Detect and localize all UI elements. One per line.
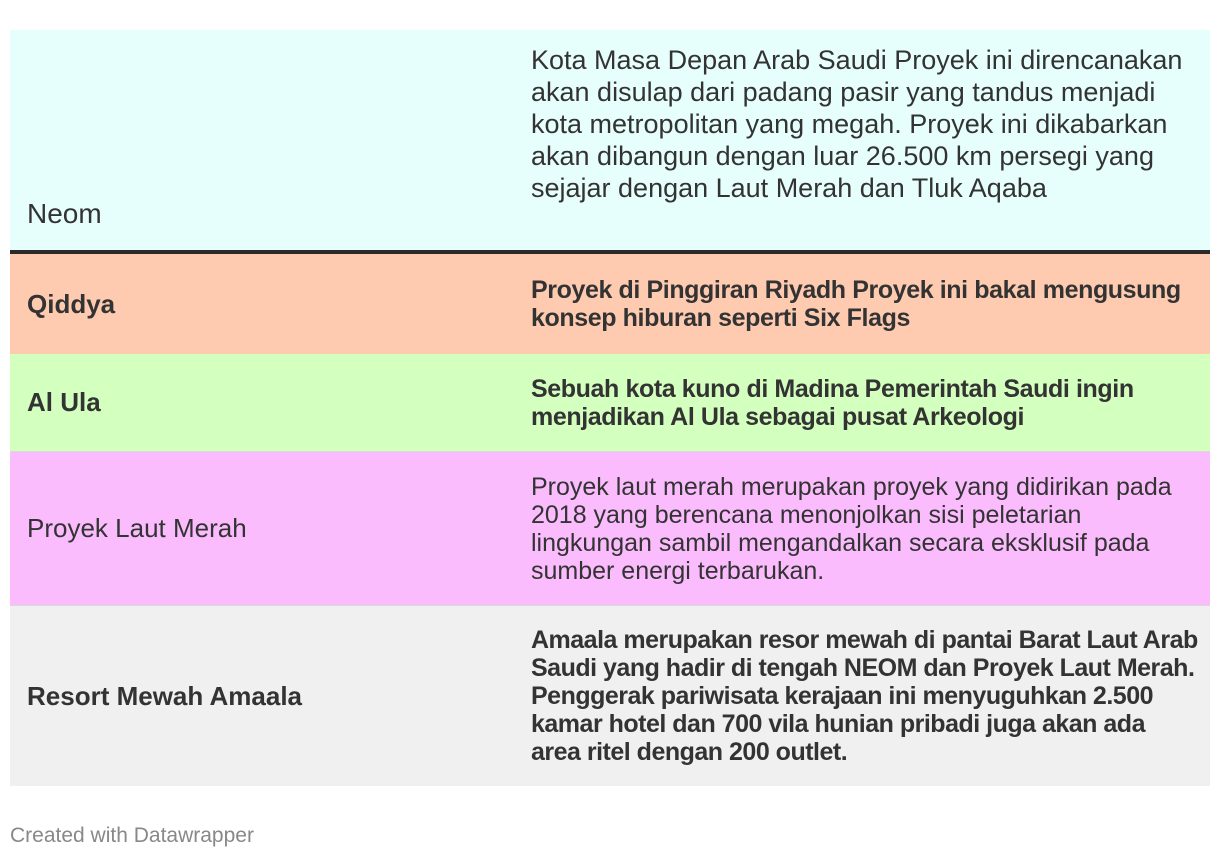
header-name-cell: Neom	[27, 198, 102, 229]
table-row	[10, 354, 1210, 452]
datawrapper-credit: Created with Datawrapper	[10, 824, 254, 847]
table-row	[10, 254, 1210, 354]
project-description-cell: Amaala merupakan resor mewah di pantai Barat Laut Arab Saudi yang hadir di tengah NEOM dan Proyek Laut Merah. Penggerak pariwisata kerajaan ini menyuguhkan 2.500 kamar hotel dan 700 vila hunian pribadi juga akan ada area ritel dengan 200 outlet.	[531, 626, 1198, 766]
project-name-cell: Resort Mewah Amaala	[27, 680, 303, 711]
project-description-cell: Proyek laut merah merupakan proyek yang didirikan pada 2018 yang berencana menonjolkan sisi peletarian lingkungan sambil mengandalkan secara eksklusif pada sumber energi terbarukan.	[531, 472, 1172, 585]
projects-table	[10, 30, 1210, 786]
table-header-row	[10, 30, 1210, 254]
table-row	[10, 452, 1210, 606]
project-name-cell: Proyek Laut Merah	[27, 513, 247, 543]
header-description-cell: Kota Masa Depan Arab Saudi Proyek ini direncanakan akan disulap dari padang pasir yang tandus menjadi kota metropolitan yang megah. Proyek ini dikabarkan akan dibangun dengan luar 26.500 km persegi yang sejajar dengan Laut Merah dan Tluk Aqaba	[531, 45, 1183, 203]
table-row	[10, 606, 1210, 786]
project-description-cell: Proyek di Pinggiran Riyadh Proyek ini bakal mengusung konsep hiburan seperti Six Flags	[531, 276, 1181, 332]
project-name-cell: Al Ula	[27, 387, 101, 417]
project-description-cell: Sebuah kota kuno di Madina Pemerintah Saudi ingin menjadikan Al Ula sebagai pusat Arkeologi	[531, 374, 1134, 431]
project-name-cell: Qiddya	[27, 288, 116, 319]
